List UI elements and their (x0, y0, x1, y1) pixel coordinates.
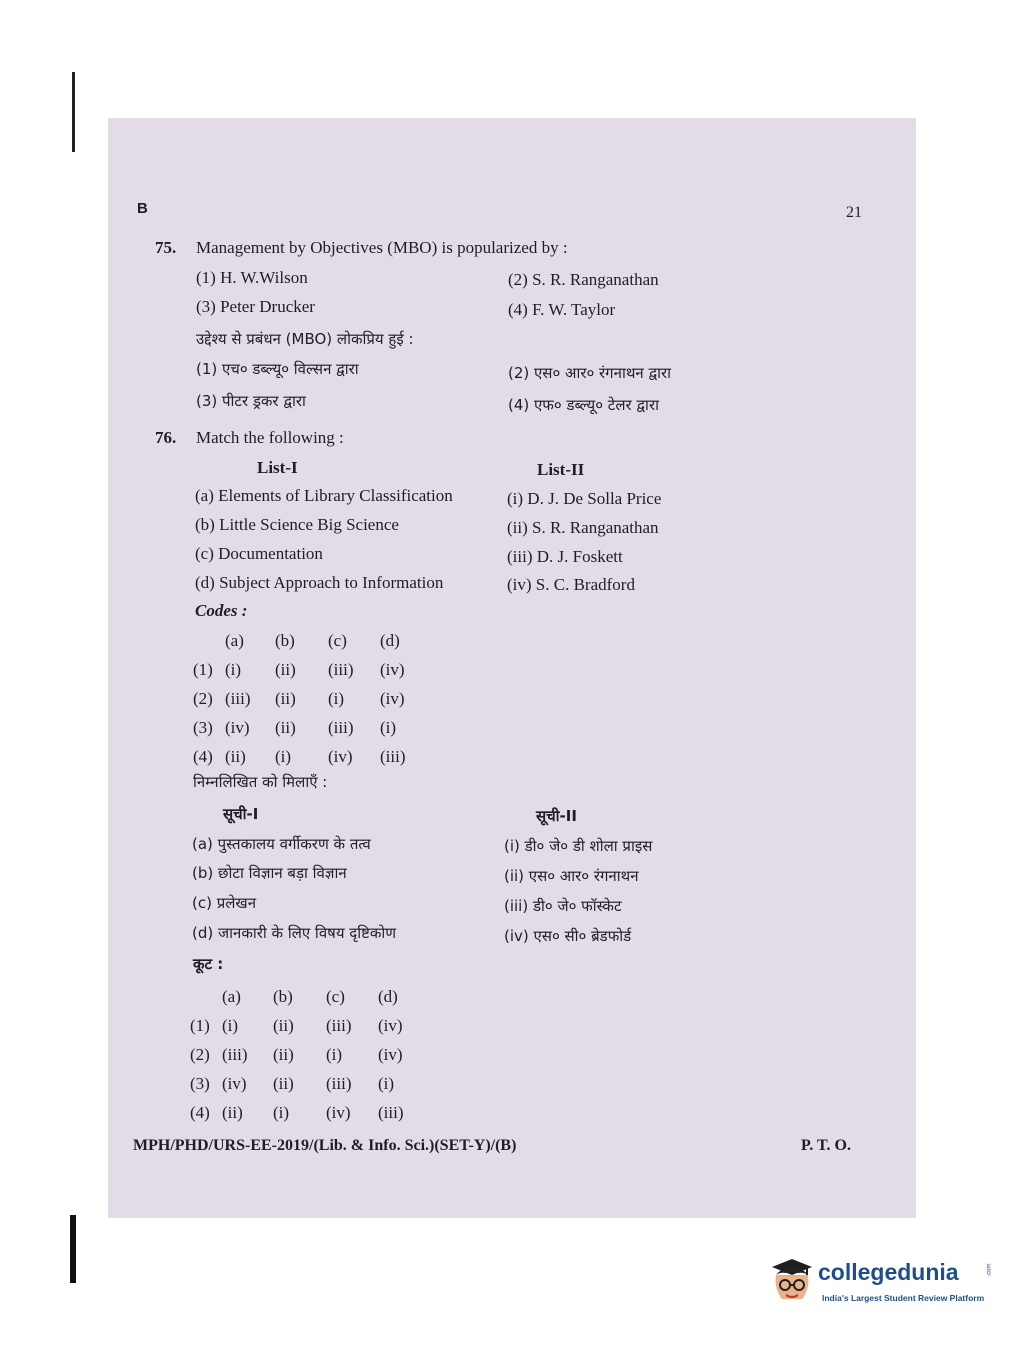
codes-row (193, 742, 430, 771)
list1-item-a-hi: (a) पुस्तकालय वर्गीकरण के तत्व (192, 835, 371, 853)
codes-cell: (iii) (225, 688, 251, 708)
codes-cell: (iv) (380, 688, 405, 708)
codes-cell: (ii) (275, 659, 296, 679)
codes-cell: (ii) (273, 1015, 294, 1035)
list1-item-c-en: (c) Documentation (195, 544, 323, 563)
codes-cell: (2) (190, 1044, 210, 1064)
page-number: 21 (846, 204, 862, 221)
logo-suffix: .com (986, 1263, 993, 1277)
codes-cell: (i) (326, 1044, 343, 1064)
codes-cell: (iv) (378, 1044, 403, 1064)
codes-cell: (i) (225, 659, 242, 679)
q76-text-hi: निम्नलिखित को मिलाएँ : (193, 773, 328, 791)
mascot-icon (768, 1255, 816, 1313)
codes-header-row (190, 982, 428, 1011)
codes-cell: (iii) (328, 659, 354, 679)
codes-cell: (iv) (380, 659, 405, 679)
codes-cell: (ii) (222, 1102, 243, 1122)
collegedunia-logo (768, 1255, 998, 1315)
list1-item-b-en: (b) Little Science Big Science (195, 515, 399, 534)
codes-cell: (i) (380, 717, 397, 737)
codes-label-en: Codes : (195, 601, 248, 620)
codes-cell: (iv) (378, 1015, 403, 1035)
list2-item-i-en: (i) D. J. De Solla Price (507, 489, 662, 508)
list2-title-hi: सूची-II (536, 807, 577, 825)
q75-option-4-en: (4) F. W. Taylor (508, 300, 616, 319)
q75-text-hi: उद्देश्य से प्रबंधन (MBO) लोकप्रिय हुई : (196, 330, 414, 348)
list2-item-ii-en: (ii) S. R. Ranganathan (507, 518, 659, 537)
codes-cell: (3) (193, 717, 213, 737)
codes-cell: (iii) (378, 1102, 404, 1122)
codes-cell: (2) (193, 688, 213, 708)
codes-cell: (iii) (326, 1073, 352, 1093)
codes-cell: (iv) (222, 1073, 247, 1093)
codes-cell: (iii) (380, 746, 406, 766)
codes-cell: (3) (190, 1073, 210, 1093)
q76-text-en: Match the following : (196, 428, 344, 447)
list1-item-a-en: (a) Elements of Library Classification (195, 486, 453, 505)
codes-header-row (193, 626, 430, 655)
q75-option-3-hi: (3) पीटर ड्रकर द्वारा (196, 392, 306, 410)
codes-row (193, 655, 430, 684)
q75-option-2-en: (2) S. R. Ranganathan (508, 270, 659, 289)
pto-label: P. T. O. (801, 1137, 851, 1154)
codes-cell: (iii) (222, 1044, 248, 1064)
codes-row (190, 1098, 428, 1127)
codes-cell: (iv) (326, 1102, 351, 1122)
codes-cell: (b) (275, 630, 295, 650)
codes-cell: (iv) (225, 717, 250, 737)
list1-item-c-hi: (c) प्रलेखन (192, 894, 257, 912)
codes-row (190, 1069, 428, 1098)
list1-item-d-en: (d) Subject Approach to Information (195, 573, 444, 592)
codes-cell: (i) (328, 688, 345, 708)
codes-cell: (i) (378, 1073, 395, 1093)
q75-number: 75. (155, 238, 177, 257)
list2-title-en: List-II (537, 460, 585, 479)
codes-cell: (ii) (275, 717, 296, 737)
codes-cell: (1) (190, 1015, 210, 1035)
q76-number: 76. (155, 428, 177, 447)
codes-cell: (d) (378, 986, 398, 1006)
codes-cell: (iii) (326, 1015, 352, 1035)
codes-row (190, 1040, 428, 1069)
scan-edge-top (72, 72, 75, 152)
codes-label-hi: कूट : (193, 955, 224, 973)
codes-cell: (i) (275, 746, 292, 766)
codes-cell: (b) (273, 986, 293, 1006)
list1-item-b-hi: (b) छोटा विज्ञान बड़ा विज्ञान (192, 864, 347, 882)
set-label: B (137, 200, 148, 217)
codes-cell: (ii) (273, 1073, 294, 1093)
codes-cell: (c) (326, 986, 345, 1006)
q75-text-en: Management by Objectives (MBO) is popularized by : (196, 238, 568, 257)
list1-title-en: List-I (257, 458, 298, 477)
codes-table-en (193, 626, 430, 771)
q75-option-1-en: (1) H. W.Wilson (196, 268, 308, 287)
codes-cell: (a) (225, 630, 244, 650)
paper-code: MPH/PHD/URS-EE-2019/(Lib. & Info. Sci.)(SET-Y)/(B) (133, 1137, 517, 1154)
codes-cell: (i) (273, 1102, 290, 1122)
logo-tagline: India's Largest Student Review Platform (822, 1293, 985, 1303)
codes-cell: (c) (328, 630, 347, 650)
logo-name: collegedunia (818, 1259, 959, 1285)
codes-cell: (iii) (328, 717, 354, 737)
codes-cell: (ii) (273, 1044, 294, 1064)
list1-item-d-hi: (d) जानकारी के लिए विषय दृष्टिकोण (192, 924, 397, 942)
codes-cell: (4) (190, 1102, 210, 1122)
list1-title-hi: सूची-I (223, 805, 259, 823)
codes-table-hi (190, 982, 428, 1127)
codes-row (193, 713, 430, 742)
list2-item-i-hi: (i) डी० जे० डी शोला प्राइस (504, 837, 653, 855)
codes-cell (190, 982, 222, 1011)
q75-option-3-en: (3) Peter Drucker (196, 297, 315, 316)
codes-cell: (d) (380, 630, 400, 650)
codes-cell: (ii) (275, 688, 296, 708)
q75-option-4-hi: (4) एफ० डब्ल्यू० टेलर द्वारा (508, 396, 659, 414)
codes-cell: (a) (222, 986, 241, 1006)
codes-cell: (4) (193, 746, 213, 766)
list2-item-iv-en: (iv) S. C. Bradford (507, 575, 635, 594)
list2-item-ii-hi: (ii) एस० आर० रंगनाथन (504, 867, 639, 885)
q75-option-1-hi: (1) एच० डब्ल्यू० विल्सन द्वारा (196, 360, 359, 378)
q75-option-2-hi: (2) एस० आर० रंगनाथन द्वारा (508, 364, 672, 382)
codes-cell: (ii) (225, 746, 246, 766)
codes-row (193, 684, 430, 713)
codes-cell: (i) (222, 1015, 239, 1035)
list2-item-iii-hi: (iii) डी० जे० फॉस्केट (504, 897, 622, 915)
codes-cell (193, 626, 225, 655)
codes-cell: (iv) (328, 746, 353, 766)
list2-item-iii-en: (iii) D. J. Foskett (507, 547, 623, 566)
scan-edge-bottom (70, 1215, 76, 1283)
codes-cell: (1) (193, 659, 213, 679)
list2-item-iv-hi: (iv) एस० सी० ब्रेडफोर्ड (504, 927, 632, 945)
codes-row (190, 1011, 428, 1040)
